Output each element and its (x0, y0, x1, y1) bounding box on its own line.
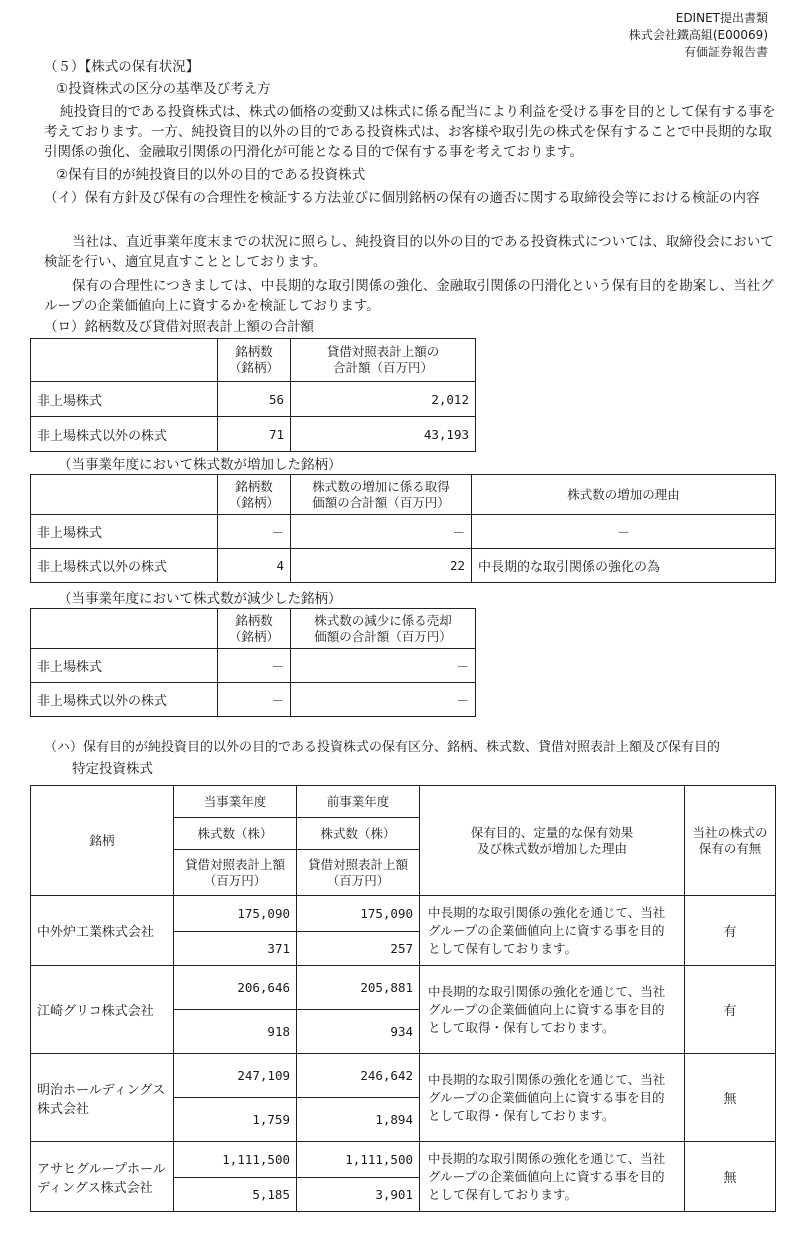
table-row (31, 966, 776, 1010)
row-count: 71 (218, 417, 291, 452)
row-current-shares: 175,090 (174, 896, 297, 932)
table-specified-investments (30, 785, 776, 1212)
ha-subtitle: 特定投資株式 (72, 761, 153, 777)
col-shares-header: 株式数（株） (174, 818, 297, 850)
row-purpose: 中長期的な取引関係の強化を通じて、当社グループの企業価値向上に資する事を目的として保有しております。 (420, 1142, 685, 1212)
row-brand-name: アサヒグループホールディングス株式会社 (31, 1142, 174, 1212)
table-increase (30, 474, 776, 583)
row-current-bs: 1,759 (174, 1098, 297, 1142)
row-holding: 無 (685, 1054, 776, 1142)
increase-title: （当事業年度において株式数が増加した銘柄） (58, 457, 342, 473)
sub2-i-body2: 保有の合理性につきましては、中長期的な取引関係の強化、金融取引関係の円滑化という保有目的を勘案し、当社グループの企業価値向上に資するかを検証しております。 (44, 278, 774, 314)
row-amount: 43,193 (291, 417, 476, 452)
row-label: 非上場株式以外の株式 (31, 683, 218, 717)
header-edinet: EDINET提出書類 (675, 11, 768, 25)
col-amount-header: 貸借対照表計上額の 合計額（百万円） (291, 339, 476, 382)
col-bs-header: 貸借対照表計上額 （百万円） (297, 850, 420, 896)
col-count-header: 銘柄数 （銘柄） (218, 609, 291, 649)
row-reason: － (472, 515, 776, 549)
row-label: 非上場株式以外の株式 (31, 549, 218, 583)
col-purpose-header: 保有目的、定量的な保有効果 及び株式数が増加した理由 (420, 786, 685, 896)
row-brand-name: 江崎グリコ株式会社 (31, 966, 174, 1054)
row-previous-shares: 175,090 (297, 896, 420, 932)
col-current-year-header: 当事業年度 (174, 786, 297, 818)
table-row (31, 649, 476, 683)
row-brand-name: 中外炉工業株式会社 (31, 896, 174, 966)
col-amount-header: 株式数の増加に係る取得 価額の合計額（百万円） (291, 475, 472, 515)
row-amount: 22 (291, 549, 472, 583)
table-row (31, 1142, 776, 1178)
col-previous-year-header: 前事業年度 (297, 786, 420, 818)
row-amount: 2,012 (291, 382, 476, 417)
row-current-bs: 371 (174, 932, 297, 966)
sub1-title: ①投資株式の区分の基準及び考え方 (56, 81, 271, 97)
document-header (629, 10, 768, 61)
row-label: 非上場株式以外の株式 (31, 417, 218, 452)
row-count: － (218, 649, 291, 683)
row-previous-shares: 205,881 (297, 966, 420, 1010)
row-previous-shares: 1,111,500 (297, 1142, 420, 1178)
row-brand-name: 明治ホールディングス株式会社 (31, 1054, 174, 1142)
header-report-type: 有価証券報告書 (683, 45, 768, 59)
row-count: 4 (218, 549, 291, 583)
row-current-bs: 918 (174, 1010, 297, 1054)
table-row (31, 382, 476, 417)
row-label: 非上場株式 (31, 649, 218, 683)
sub2-ro-title: （ロ）銘柄数及び貸借対照表計上額の合計額 (44, 319, 314, 335)
header-company: 株式会社鐵高組(E00069) (628, 28, 768, 42)
row-holding: 有 (685, 966, 776, 1054)
col-reason-header: 株式数の増加の理由 (472, 475, 776, 515)
row-previous-bs: 1,894 (297, 1098, 420, 1142)
row-amount: － (291, 515, 472, 549)
sub2-i-title: （イ）保有方針及び保有の合理性を検証する方法並びに個別銘柄の保有の適否に関する取締役会等における検証の内容 (44, 190, 760, 206)
decrease-title: （当事業年度において株式数が減少した銘柄） (58, 591, 342, 607)
table-row (31, 896, 776, 932)
table-row (31, 417, 476, 452)
sub1-body: 純投資目的である投資株式は、株式の価格の変動又は株式に係る配当により利益を受ける事を目的として保有する事を考えております。一方、純投資目的以外の目的である投資株式は、お客様や取引先の株式を保有することで中長期的な取引関係の強化、金融取引関係の円滑化が可能となる目的で保有する事を考えております。 (44, 104, 776, 160)
col-count-header: 銘柄数 （銘柄） (218, 339, 291, 382)
table-holdings-summary (30, 338, 476, 452)
row-current-shares: 247,109 (174, 1054, 297, 1098)
row-previous-bs: 257 (297, 932, 420, 966)
section-title: （５）【株式の保有状況】 (44, 59, 200, 75)
row-count: － (218, 515, 291, 549)
row-count: － (218, 683, 291, 717)
ha-title: （ハ）保有目的が純投資目的以外の目的である投資株式の保有区分、銘柄、株式数、貸借対照表計上額及び保有目的 (44, 740, 721, 755)
row-amount: － (291, 683, 476, 717)
row-previous-shares: 246,642 (297, 1054, 420, 1098)
sub2-title: ②保有目的が純投資目的以外の目的である投資株式 (56, 167, 366, 183)
row-previous-bs: 934 (297, 1010, 420, 1054)
row-purpose: 中長期的な取引関係の強化を通じて、当社グループの企業価値向上に資する事を目的として取得・保有しております。 (420, 966, 685, 1054)
row-purpose: 中長期的な取引関係の強化を通じて、当社グループの企業価値向上に資する事を目的として保有しております。 (420, 896, 685, 966)
row-previous-bs: 3,901 (297, 1178, 420, 1212)
row-label: 非上場株式 (31, 515, 218, 549)
col-count-header: 銘柄数 （銘柄） (218, 475, 291, 515)
row-holding: 無 (685, 1142, 776, 1212)
row-amount: － (291, 649, 476, 683)
row-current-shares: 206,646 (174, 966, 297, 1010)
row-purpose: 中長期的な取引関係の強化を通じて、当社グループの企業価値向上に資する事を目的として取得・保有しております。 (420, 1054, 685, 1142)
table-row (31, 549, 776, 583)
col-brand-header: 銘柄 (31, 786, 174, 896)
table-row (31, 683, 476, 717)
col-holding-header: 当社の株式の 保有の有無 (685, 786, 776, 896)
row-current-shares: 1,111,500 (174, 1142, 297, 1178)
table-row (31, 1054, 776, 1098)
col-shares-header: 株式数（株） (297, 818, 420, 850)
row-count: 56 (218, 382, 291, 417)
table-row (31, 515, 776, 549)
sub2-i-body1: 当社は、直近事業年度末までの状況に照らし、純投資目的以外の目的である投資株式については、取締役会において検証を行い、適宜見直すこととしております。 (44, 234, 774, 270)
row-label: 非上場株式 (31, 382, 218, 417)
row-reason: 中長期的な取引関係の強化の為 (472, 549, 776, 583)
col-bs-header: 貸借対照表計上額 （百万円） (174, 850, 297, 896)
row-holding: 有 (685, 896, 776, 966)
row-current-bs: 5,185 (174, 1178, 297, 1212)
table-decrease (30, 608, 476, 717)
col-amount-header: 株式数の減少に係る売却 価額の合計額（百万円） (291, 609, 476, 649)
